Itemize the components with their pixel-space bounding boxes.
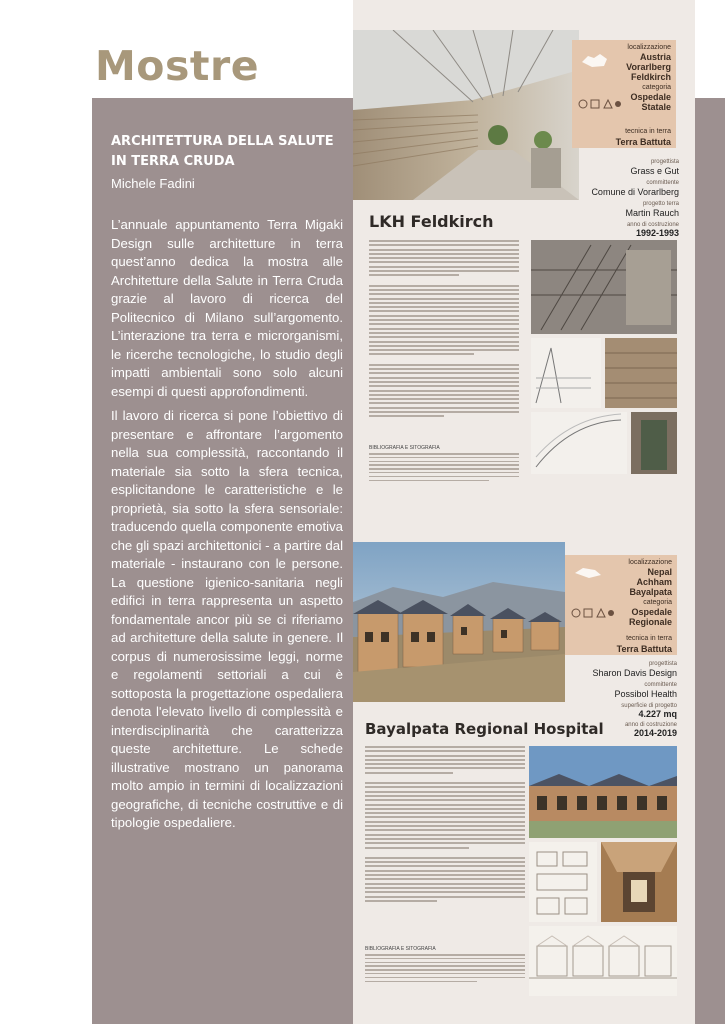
bayalpata-type: Ospedale Regionale [628,607,672,627]
feldkirch-info-label: localizzazione [627,44,671,51]
feldkirch-type-label: categoria [642,84,671,91]
feldkirch-earth: Martin Rauch [625,208,679,218]
bayalpata-description [365,746,525,904]
bayalpata-type-label: categoria [643,599,672,606]
feldkirch-detail-drawing [531,412,627,474]
bayalpata-courtyard-photo [529,746,677,838]
article-sidebar [92,98,354,1024]
bayalpata-map-icon [573,565,603,581]
feldkirch-map-icon [580,50,610,70]
feldkirch-city: Feldkirch [630,72,671,82]
exhibition-posters [353,0,695,1024]
bayalpata-title: Bayalpata Regional Hospital [365,720,604,738]
bayalpata-interior-photo [601,842,677,922]
feldkirch-project: Grass e Gut [630,166,679,176]
bayalpata-site-plan [529,842,597,922]
bayalpata-project: Sharon Davis Design [592,668,677,678]
article-author: Michele Fadini [111,176,195,191]
bayalpata-hospital-photo [353,542,565,702]
bayalpata-tech: Terra Battuta [616,644,672,654]
bayalpata-bibliography [365,954,525,984]
bayalpata-bibliography-label: BIBLIOGRAFIA E SITOGRAFIA [365,946,436,952]
feldkirch-info-box [572,40,676,148]
feldkirch-region: Vorarlberg [626,62,671,72]
feldkirch-project-label: progettista [650,159,679,165]
bayalpata-country: Nepal [647,567,672,577]
bayalpata-year: 2014-2019 [633,728,677,738]
feldkirch-corridor-photo [353,30,579,200]
bayalpata-year-label: anno di costruzione [624,722,677,728]
feldkirch-symbols-icon [578,98,622,110]
bayalpata-info-label: localizzazione [628,559,672,566]
feldkirch-tech: Terra Battuta [615,137,671,147]
bayalpata-area-label: superficie di progetto [621,703,677,709]
feldkirch-door-photo [631,412,677,474]
bayalpata-client: Possibol Health [614,689,677,699]
feldkirch-bibliography [369,453,519,483]
bayalpata-client-label: committente [644,682,677,688]
feldkirch-construction-photo [531,240,677,334]
article-paragraph-2: Il lavoro di ricerca si pone l’obiettivo di presentare e affrontare l’argomento nella sua complessità, raccontando il materiale sia sotto la sfera tecnica, esplicitandone le caratteristiche e le proprietà, sia sotto la sfera sensoriale: traducendo quella componente emotiva che gli spazi architettonici - a partire dal materiale - instaurano con le persone. La questione igienico-sanitaria negli edifici in terra rappresenta un aspetto fondamentale ancor più se ci riferiamo ad architetture della salute in genere. Il corpus di numerosissime leggi, norme e regolamenti settoriali a cui è sottoposta la progettazione ospedaliera denota l'elevato livello di complessità e interdisciplinarità che caratterizza queste architetture. Le schede illustrative mostrano un panorama molto ampio in termini di localizzazioni geografiche, di tecniche costruttive e di tipologie ospedaliere. [111,408,343,830]
feldkirch-wall-photo [605,338,677,408]
feldkirch-client: Comune di Vorarlberg [591,187,679,197]
bayalpata-region: Achham [636,577,672,587]
feldkirch-country: Austria [639,52,671,62]
bayalpata-city: Bayalpata [629,587,672,597]
decorative-band [695,98,725,1024]
bayalpata-tech-label: tecnica in terra [626,635,672,642]
bayalpata-elevation-drawing [529,926,677,996]
feldkirch-meta [583,158,679,237]
feldkirch-year: 1992-1993 [635,228,679,238]
feldkirch-year-label: anno di costruzione [626,222,679,228]
article-paragraph-1: L’annuale appuntamento Terra Migaki Design sulle architetture in terra quest’anno dedica la mostra alle Architetture della Salute in Terra Cruda grazie al lavoro di ricerca del Politecnico di Milano sull’argomento. L’interazione tra terra e microrganismi, le ricerche tecnologiche, lo studio degli impatti ambientali sono solo alcuni esempi di questi approfondimenti. [111,217,343,399]
feldkirch-title: LKH Feldkirch [369,212,494,231]
feldkirch-bibliography-label: BIBLIOGRAFIA E SITOGRAFIA [369,445,440,451]
bayalpata-area: 4.227 mq [638,709,677,719]
feldkirch-tech-label: tecnica in terra [625,128,671,135]
bayalpata-project-label: progettista [648,661,677,667]
feldkirch-description [369,240,519,420]
article-title: ARCHITETTURA DELLA SALUTE IN TERRA CRUDA [111,134,334,169]
bayalpata-symbols-icon [571,607,615,619]
feldkirch-client-label: committente [646,180,679,186]
feldkirch-section-drawing [531,338,601,408]
article-body [111,216,343,839]
bayalpata-info-box [565,555,677,655]
section-label: Mostre [95,42,259,90]
feldkirch-type: Ospedale Statale [630,92,671,112]
feldkirch-earth-label: progetto terra [642,201,679,207]
